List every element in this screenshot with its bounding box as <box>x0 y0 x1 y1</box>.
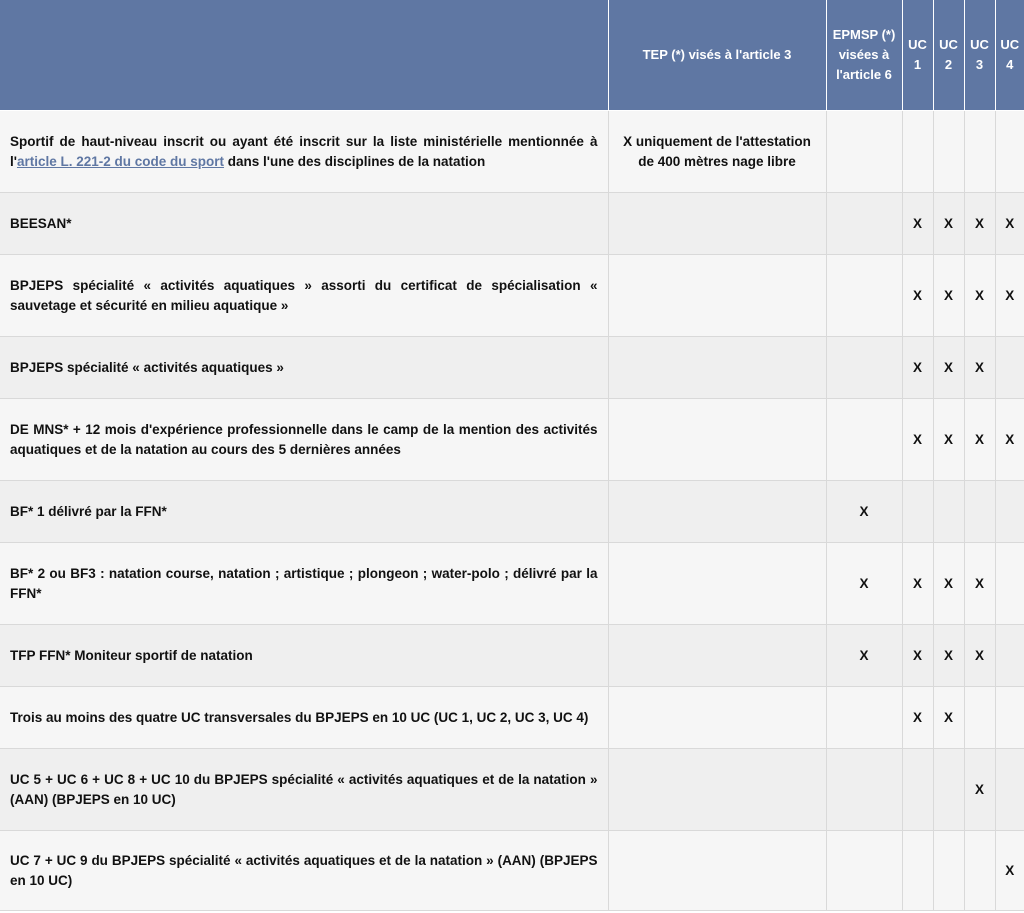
uc2-cell: X <box>933 543 964 625</box>
table-row <box>0 255 1024 337</box>
table-row <box>0 337 1024 399</box>
uc4-cell <box>995 625 1024 687</box>
tep-cell <box>608 543 826 625</box>
uc4-cell <box>995 687 1024 749</box>
row-label: BPJEPS spécialité « activités aquatiques » <box>0 337 608 399</box>
epmsp-cell <box>826 399 902 481</box>
epmsp-cell: X <box>826 481 902 543</box>
header-uc1: UC 1 <box>902 0 933 111</box>
uc1-cell <box>902 749 933 831</box>
row-label: TFP FFN* Moniteur sportif de natation <box>0 625 608 687</box>
uc1-cell <box>902 111 933 193</box>
row-label: BPJEPS spécialité « activités aquatiques » assorti du certificat de spécialisation « sauvetage et sécurité en milieu aquatique » <box>0 255 608 337</box>
row-label: BF* 2 ou BF3 : natation course, natation ; artistique ; plongeon ; water-polo ; délivré par la FFN* <box>0 543 608 625</box>
table-row <box>0 625 1024 687</box>
uc2-cell <box>933 749 964 831</box>
uc4-cell: X <box>995 193 1024 255</box>
uc1-cell: X <box>902 625 933 687</box>
uc1-cell: X <box>902 687 933 749</box>
tep-cell <box>608 337 826 399</box>
table-row <box>0 481 1024 543</box>
epmsp-cell <box>826 111 902 193</box>
table-row <box>0 111 1024 193</box>
tep-cell <box>608 749 826 831</box>
header-uc2: UC 2 <box>933 0 964 111</box>
table-row <box>0 749 1024 831</box>
uc3-cell: X <box>964 255 995 337</box>
uc3-cell: X <box>964 625 995 687</box>
uc1-cell: X <box>902 255 933 337</box>
uc3-cell <box>964 481 995 543</box>
tep-cell: X uniquement de l'attestation de 400 mètres nage libre <box>608 111 826 193</box>
header-uc4: UC 4 <box>995 0 1024 111</box>
uc4-cell <box>995 749 1024 831</box>
uc3-cell: X <box>964 749 995 831</box>
uc3-cell: X <box>964 399 995 481</box>
tep-cell <box>608 831 826 911</box>
header-diploma <box>0 0 608 111</box>
table-row <box>0 543 1024 625</box>
uc4-cell <box>995 111 1024 193</box>
uc1-cell <box>902 481 933 543</box>
header-epmsp: EPMSP (*) visées à l'article 6 <box>826 0 902 111</box>
row-label: Trois au moins des quatre UC transversales du BPJEPS en 10 UC (UC 1, UC 2, UC 3, UC 4) <box>0 687 608 749</box>
row-label: BF* 1 délivré par la FFN* <box>0 481 608 543</box>
uc3-cell: X <box>964 193 995 255</box>
epmsp-cell <box>826 337 902 399</box>
tep-cell <box>608 255 826 337</box>
row-label-text: Sportif de haut-niveau inscrit ou ayant été inscrit sur la liste ministérielle mentionnée à l' <box>10 133 598 169</box>
tep-cell <box>608 687 826 749</box>
tep-cell <box>608 399 826 481</box>
row-label: BEESAN* <box>0 193 608 255</box>
uc2-cell <box>933 111 964 193</box>
uc1-cell <box>902 831 933 911</box>
uc2-cell: X <box>933 687 964 749</box>
uc2-cell <box>933 831 964 911</box>
uc4-cell <box>995 543 1024 625</box>
epmsp-cell: X <box>826 625 902 687</box>
table-row <box>0 687 1024 749</box>
row-label <box>0 111 608 193</box>
uc1-cell: X <box>902 337 933 399</box>
header-uc3: UC 3 <box>964 0 995 111</box>
epmsp-cell: X <box>826 543 902 625</box>
uc3-cell <box>964 111 995 193</box>
uc1-cell: X <box>902 399 933 481</box>
tep-cell <box>608 193 826 255</box>
epmsp-cell <box>826 255 902 337</box>
epmsp-cell <box>826 749 902 831</box>
epmsp-cell <box>826 687 902 749</box>
uc4-cell: X <box>995 399 1024 481</box>
uc2-cell: X <box>933 193 964 255</box>
uc1-cell: X <box>902 543 933 625</box>
row-label-text: dans l'une des disciplines de la natation <box>224 153 486 169</box>
row-label: UC 7 + UC 9 du BPJEPS spécialité « activités aquatiques et de la natation » (AAN) (BPJEPS en 10 UC) <box>0 831 608 911</box>
uc4-cell <box>995 337 1024 399</box>
epmsp-cell <box>826 193 902 255</box>
header-tep: TEP (*) visés à l'article 3 <box>608 0 826 111</box>
uc2-cell: X <box>933 255 964 337</box>
tep-cell <box>608 481 826 543</box>
table-header-row <box>0 0 1024 111</box>
table-row <box>0 193 1024 255</box>
article-link[interactable]: article L. 221-2 du code du sport <box>16 153 225 169</box>
uc2-cell: X <box>933 337 964 399</box>
uc2-cell: X <box>933 399 964 481</box>
uc2-cell <box>933 481 964 543</box>
row-label: DE MNS* + 12 mois d'expérience professionnelle dans le camp de la mention des activités aquatiques et de la natation au cours des 5 dernières années <box>0 399 608 481</box>
uc4-cell: X <box>995 831 1024 911</box>
table-row <box>0 831 1024 911</box>
tep-cell <box>608 625 826 687</box>
uc4-cell: X <box>995 255 1024 337</box>
epmsp-cell <box>826 831 902 911</box>
table-row <box>0 399 1024 481</box>
row-label: UC 5 + UC 6 + UC 8 + UC 10 du BPJEPS spécialité « activités aquatiques et de la natation » (AAN) (BPJEPS en 10 UC) <box>0 749 608 831</box>
uc3-cell: X <box>964 337 995 399</box>
uc2-cell: X <box>933 625 964 687</box>
uc1-cell: X <box>902 193 933 255</box>
uc3-cell <box>964 831 995 911</box>
uc3-cell: X <box>964 543 995 625</box>
uc4-cell <box>995 481 1024 543</box>
uc3-cell <box>964 687 995 749</box>
